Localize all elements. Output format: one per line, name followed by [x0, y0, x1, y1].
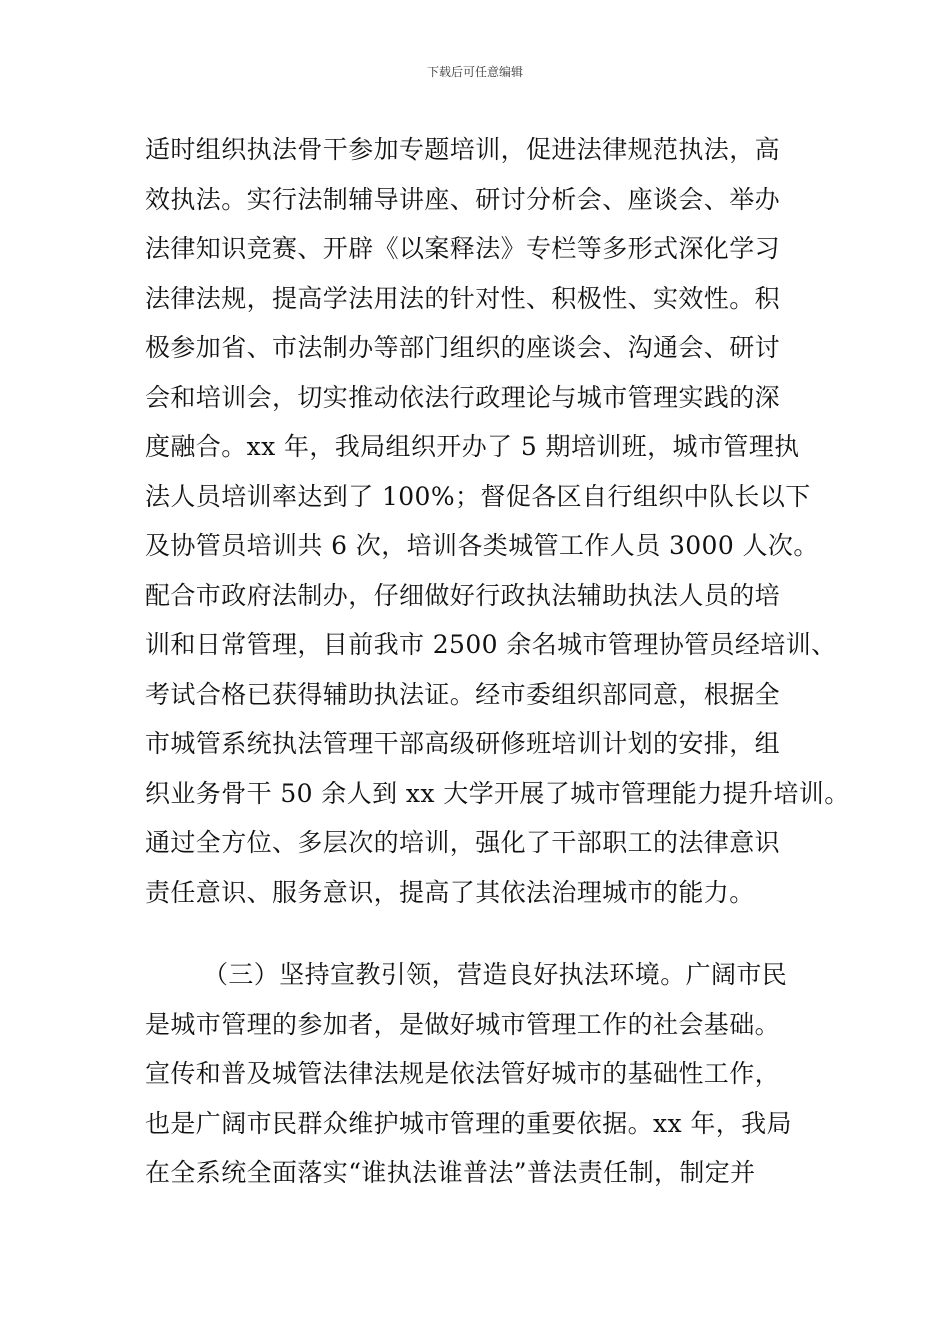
- text-line: 宣传和普及城管法律法规是依法管好城市的基础性工作，: [145, 1059, 781, 1088]
- text-line: 织业务骨干 50 余人到 xx 大学开展了城市管理能力提升培训。: [145, 778, 850, 808]
- text-line: 法人员培训率达到了 100%；督促各区自行组织中队长以下: [145, 481, 811, 511]
- paragraph-publicity: [145, 950, 825, 1198]
- text-line: 会和培训会，切实推动依法行政理论与城市管理实践的深: [145, 382, 781, 412]
- text-line: 及协管员培训共 6 次，培训各类城管工作人员 3000 人次。: [145, 531, 819, 560]
- text-line: 在全系统全面落实“谁执法谁普法”普法责任制，制定并: [145, 1158, 756, 1187]
- text-line: 法律法规，提高学法用法的针对性、积极性、实效性。积: [145, 283, 781, 313]
- text-line: 训和日常管理，目前我市 2500 余名城市管理协管员经培训、: [145, 630, 837, 659]
- text-line: 效执法。实行法制辅导讲座、研讨分析会、座谈会、举办: [145, 184, 781, 214]
- text-line: 责任意识、服务意识，提高了其依法治理城市的能力。: [145, 877, 755, 907]
- text-line-section-heading: （三）坚持宣教引领，营造良好执法环境。广阔市民: [203, 960, 788, 989]
- text-line: 配合市政府法制办，仔细做好行政执法辅助执法人员的培: [145, 580, 781, 610]
- text-line: 法律知识竞赛、开辟《以案释法》专栏等多形式深化学习: [145, 234, 781, 263]
- text-line: 是城市管理的参加者，是做好城市管理工作的社会基础。: [145, 1009, 781, 1039]
- text-line: 市城管系统执法管理干部高级研修班培训计划的安排，组: [145, 729, 781, 758]
- paragraph-training: [145, 125, 850, 917]
- text-line: 度融合。xx 年，我局组织开办了 5 期培训班，城市管理执: [145, 432, 800, 461]
- page-header: 下载后可任意编辑: [426, 65, 523, 79]
- text-line: 通过全方位、多层次的培训，强化了干部职工的法律意识: [145, 828, 781, 857]
- text-line: 极参加省、市法制办等部门组织的座谈会、沟通会、研讨: [145, 333, 781, 362]
- text-line: 考试合格已获得辅助执法证。经市委组织部同意，根据全: [145, 679, 781, 709]
- text-line: 也是广阔市民群众维护城市管理的重要依据。xx 年，我局: [145, 1108, 792, 1138]
- text-line: 适时组织执法骨干参加专题培训，促进法律规范执法，高: [145, 135, 781, 164]
